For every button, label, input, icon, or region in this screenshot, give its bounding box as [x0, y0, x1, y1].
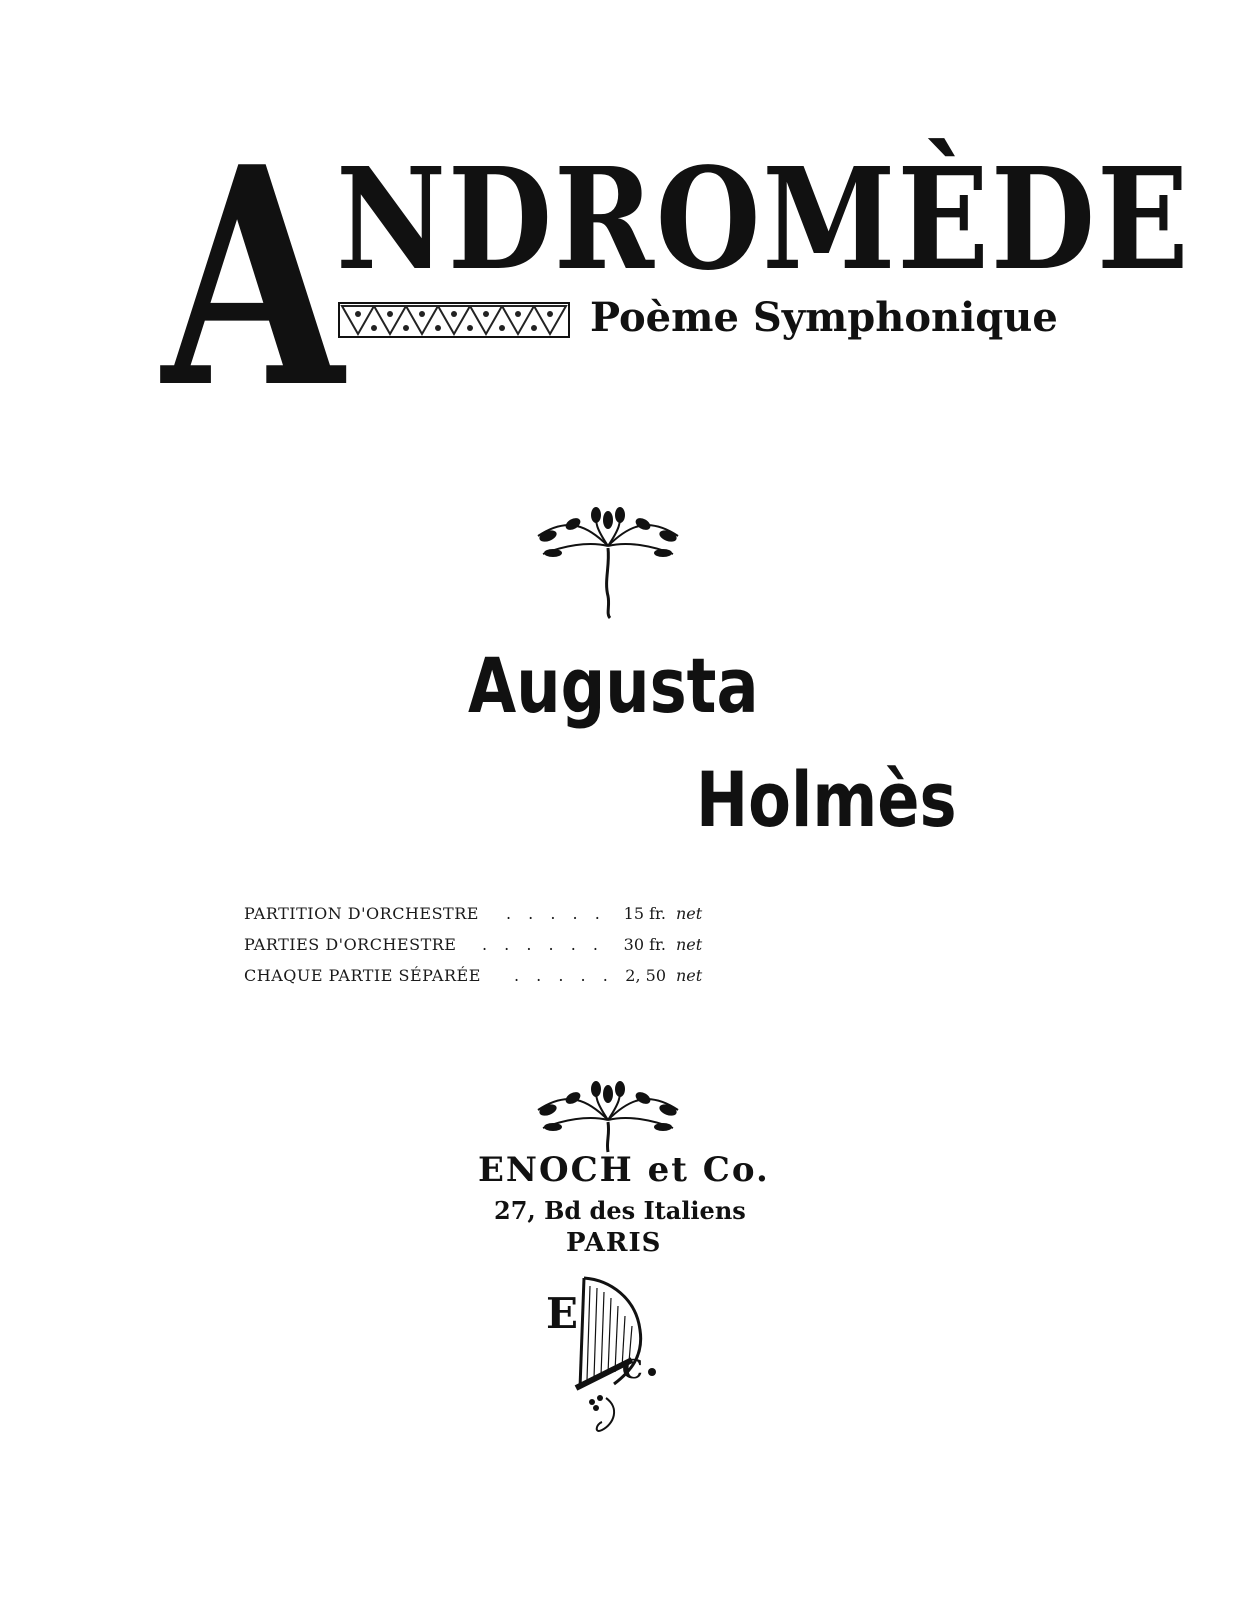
price-row	[244, 904, 724, 935]
price-amount: 30 fr.	[623, 935, 666, 954]
price-label: PARTIES D'ORCHESTRE	[244, 935, 457, 954]
page-title: NDROMÈDE	[336, 138, 1191, 302]
price-row	[244, 935, 724, 966]
price-label: CHAQUE PARTIE SÉPARÉE	[244, 966, 481, 985]
price-suffix: net	[676, 966, 703, 985]
price-amount: 15 fr.	[623, 904, 666, 923]
fleuron-ornament	[528, 1080, 688, 1160]
publisher-address: 27, Bd des Italiens	[494, 1196, 746, 1225]
publisher-city: PARIS	[566, 1228, 662, 1258]
price-label: PARTITION D'ORCHESTRE	[244, 904, 479, 923]
svg-text:C: C	[622, 1355, 643, 1385]
price-leader-dots: . . . . . .	[482, 935, 604, 954]
composer-first-name: Augusta	[468, 641, 759, 730]
price-suffix: net	[676, 904, 703, 923]
svg-text:E: E	[546, 1289, 579, 1338]
fleuron-ornament	[528, 506, 688, 626]
ornament-band	[338, 302, 570, 338]
price-row	[244, 966, 724, 997]
subtitle: Poème Symphonique	[590, 294, 1058, 341]
price-leader-dots: . . . . .	[514, 966, 614, 985]
composer-last-name: Holmès	[696, 755, 957, 844]
publisher-name: ENOCH et Co.	[478, 1150, 770, 1190]
title-initial-letter: A	[162, 101, 341, 454]
price-suffix: net	[676, 935, 703, 954]
price-amount: 2, 50	[625, 966, 666, 985]
harp-logo	[540, 1268, 660, 1438]
price-list	[244, 904, 724, 997]
price-leader-dots: . . . . .	[506, 904, 606, 923]
